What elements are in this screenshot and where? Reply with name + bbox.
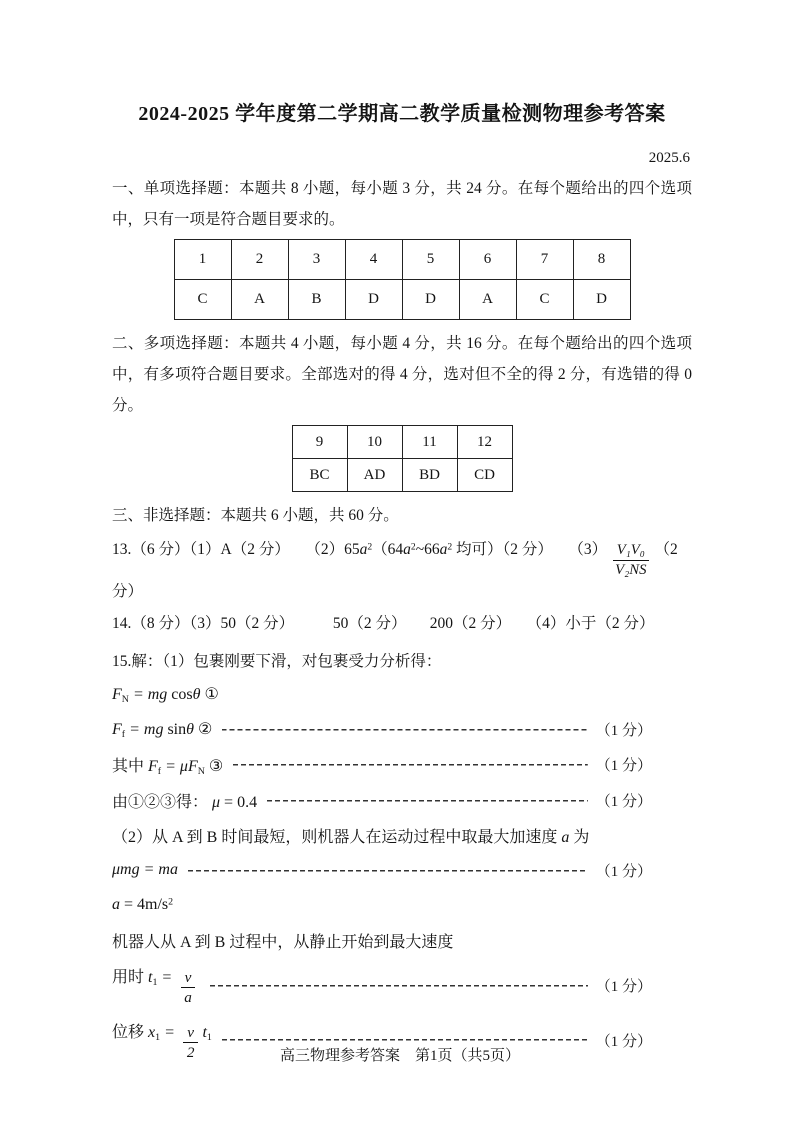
part2-text: （2）从 A 到 B 时间最短，则机器人在运动过程中取最大加速度 a 为 — [112, 828, 590, 846]
answer-cell: A — [459, 280, 516, 320]
answer-row — [292, 459, 512, 492]
formula-mu: 由①②③得： μ = 0.4 — [112, 793, 258, 811]
answer-cell: 12 — [457, 426, 512, 459]
dotted-leader — [210, 978, 588, 992]
robot-statement — [112, 929, 652, 952]
score-label: （1 分） — [595, 722, 652, 739]
formula-friction: 其中 $F_f = \mu F_N$ ③ — [112, 757, 224, 777]
score-label: （1 分） — [595, 793, 652, 810]
section1-intro: 一、单项选择题：本题共 8 小题，每小题 3 分，共 24 分。在每个题给出的四个选项中，只有一项是符合题目要求的。 — [112, 180, 692, 228]
answer-cell: CD — [457, 459, 512, 492]
score-label: （1 分） — [595, 758, 652, 775]
dotted-leader — [267, 793, 588, 807]
answer-cell: D — [345, 280, 402, 320]
question-number-row — [292, 426, 512, 459]
fraction: $\frac{v}{2}$ — [183, 1024, 199, 1062]
answer-cell: 2 — [231, 240, 288, 280]
answer-cell: 4 — [345, 240, 402, 280]
answer-cell: 8 — [573, 240, 630, 280]
answer-cell: 5 — [402, 240, 459, 280]
dotted-leader — [222, 722, 587, 736]
answer-cell: BD — [402, 459, 457, 492]
answer-cell: BC — [292, 459, 347, 492]
score-label: （1 分） — [595, 863, 652, 880]
formula-mumg: μmg = ma — [112, 861, 178, 879]
score-label: （1 分） — [595, 978, 652, 995]
answer-line-1 — [112, 683, 652, 706]
section3-intro: 三、非选择题：本题共 6 小题，共 60 分。 — [112, 507, 399, 524]
answer-line-3 — [112, 753, 652, 777]
question-15-intro: 15.解：（1）包裹刚要下滑，对包裹受力分析得： — [112, 652, 442, 670]
answer-cell: D — [573, 280, 630, 320]
part2-statement — [112, 824, 652, 847]
exam-date: 2025.6 — [648, 150, 690, 166]
answer-cell: 7 — [516, 240, 573, 280]
answer-cell: AD — [347, 459, 402, 492]
robot-text: 机器人从 A 到 B 过程中，从静止开始到最大速度 — [112, 933, 454, 951]
formula-time: 用时 $t_1$ = $\frac{v}{a}$ — [112, 964, 200, 1007]
dotted-leader — [233, 758, 588, 772]
answer-cell: 6 — [459, 240, 516, 280]
answer-table-multi-choice — [292, 425, 513, 492]
answer-line-2 — [112, 718, 652, 741]
answer-cell: C — [516, 280, 573, 320]
answer-line-7 — [112, 964, 652, 1007]
answer-cell: 11 — [402, 426, 457, 459]
answer-cell: 3 — [288, 240, 345, 280]
answer-cell: A — [231, 280, 288, 320]
answer-cell: B — [288, 280, 345, 320]
formula-displacement: 位移 $x_1$ = $\frac{v}{2}$ $t_1$ — [112, 1023, 212, 1062]
question-13-formula: 13.（6 分）（1）A（2 分） $(2)65a^2(64a^2\sim 66a^2$ 均可）（2 分） （3） $\frac{\text{V₁V₀}}{\text{V₂NS}}$ （2 分） — [112, 541, 678, 600]
answer-row — [174, 280, 630, 320]
answer-table-single-choice — [174, 239, 631, 320]
answer-cell: D — [402, 280, 459, 320]
section2-intro: 二、多项选择题：本题共 4 小题，每小题 4 分，共 16 分。在每个题给出的四个选项中，有多项符合题目要求。全部选对的得 4 分，选对但不全的得 2 分，有选错的得 0 分。 — [112, 335, 692, 414]
score-label: （1 分） — [595, 1033, 652, 1050]
fraction: $\frac{v}{a}$ — [180, 969, 196, 1007]
page-footer: 高三物理参考答案 第1页（共5页） — [279, 1048, 520, 1064]
answer-cell: 1 — [174, 240, 231, 280]
question-14-answer: 14.（8 分）（3）50（2 分） 50（2 分） 200（2 分） （4）小于（2 分） — [112, 614, 655, 632]
answer-line-5 — [112, 859, 652, 882]
question-number-row — [174, 240, 630, 280]
page-title: 2024-2025 学年度第二学期高二教学质量检测物理参考答案 — [138, 103, 666, 125]
answer-cell: 10 — [347, 426, 402, 459]
dotted-leader — [188, 863, 588, 877]
answer-cell: C — [174, 280, 231, 320]
fraction: $\frac{\text{V₁V₀}}{\text{V₂NS}}$ — [611, 542, 650, 579]
question-13-answer — [112, 537, 692, 601]
formula-acceleration: $a = 4m/s^2$ — [112, 896, 174, 914]
answer-line-6 — [112, 894, 652, 917]
formula-fn: $F_N$ = mg cosθ ① — [112, 685, 219, 705]
answer-cell: 9 — [292, 426, 347, 459]
formula-ff: $F_f$ = mg sinθ ② — [112, 720, 213, 740]
answer-line-4 — [112, 789, 652, 812]
